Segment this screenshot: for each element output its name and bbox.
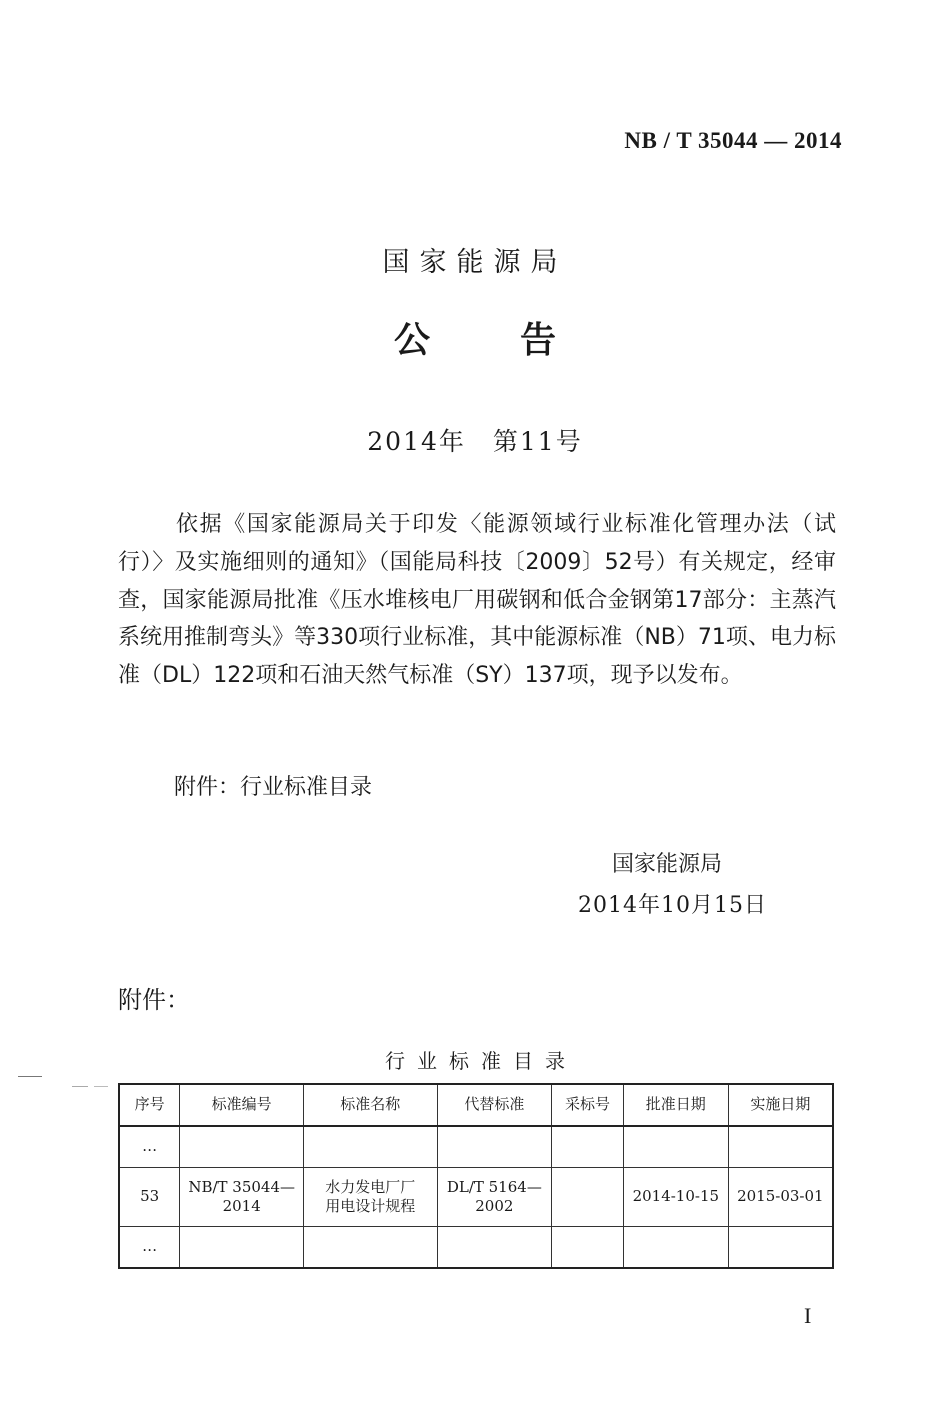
standard-number-line: 2014 [222, 1197, 261, 1215]
table-header-row [119, 1084, 833, 1126]
table-title: 行业标准目录 [385, 1049, 577, 1073]
scan-mark [94, 1086, 108, 1087]
announcement-body: 依据《国家能源局关于印发〈能源领域行业标准化管理办法（试行）〉及实施细则的通知》（国能局科技〔2009〕52号）有关规定，经审查，国家能源局批准《压水堆核电厂用碳钢和低合金钢第17部分：主蒸汽系统用推制弯头》等330项行业标准，其中能源标准（NB）71项、电力标准（DL）122项和石油天然气标准（SY）137项，现予以发布。 [118, 512, 836, 689]
attachment-note: 附件：行业标准目录 [174, 775, 373, 800]
ellipsis-cell: … [119, 1227, 180, 1269]
table-row [119, 1126, 833, 1168]
column-header: 代替标准 [437, 1084, 552, 1126]
approval-date-cell: 2014-10-15 [623, 1168, 728, 1227]
notice-title: 公告 [393, 320, 646, 361]
effective-date-cell: 2015-03-01 [728, 1168, 833, 1227]
replaced-standard-line: 2002 [475, 1197, 514, 1215]
table-row [119, 1227, 833, 1269]
standard-name-line: 用电设计规程 [325, 1197, 416, 1215]
issue-number: 2014年 第11号 [367, 427, 583, 456]
standard-number: NB / T 35044 — 2014 [624, 128, 842, 153]
standard-number-cell [180, 1168, 304, 1227]
scan-mark [18, 1076, 42, 1077]
column-header: 序号 [119, 1084, 180, 1126]
issuing-agency: 国家能源局 [382, 247, 568, 278]
scan-mark [72, 1086, 88, 1087]
replaced-standard-cell [437, 1168, 552, 1227]
standards-catalog-table [118, 1083, 834, 1269]
attachment-label: 附件： [118, 986, 190, 1014]
column-header: 实施日期 [728, 1084, 833, 1126]
seq-cell: 53 [119, 1168, 180, 1227]
column-header: 标准名称 [304, 1084, 437, 1126]
adopted-number-cell [552, 1168, 624, 1227]
signature-agency: 国家能源局 [612, 852, 723, 877]
column-header: 标准编号 [180, 1084, 304, 1126]
replaced-standard-line: DL/T 5164— [446, 1177, 542, 1196]
column-header: 采标号 [552, 1084, 624, 1126]
table-row [119, 1168, 833, 1227]
signature-date: 2014年10月15日 [578, 893, 767, 918]
standard-name-cell [304, 1168, 437, 1227]
standard-name-line: 水力发电厂厂 [325, 1177, 416, 1196]
standard-number-line: NB/T 35044— [188, 1177, 296, 1196]
ellipsis-cell: … [119, 1126, 180, 1168]
column-header: 批准日期 [623, 1084, 728, 1126]
page-number: I [804, 1303, 812, 1328]
